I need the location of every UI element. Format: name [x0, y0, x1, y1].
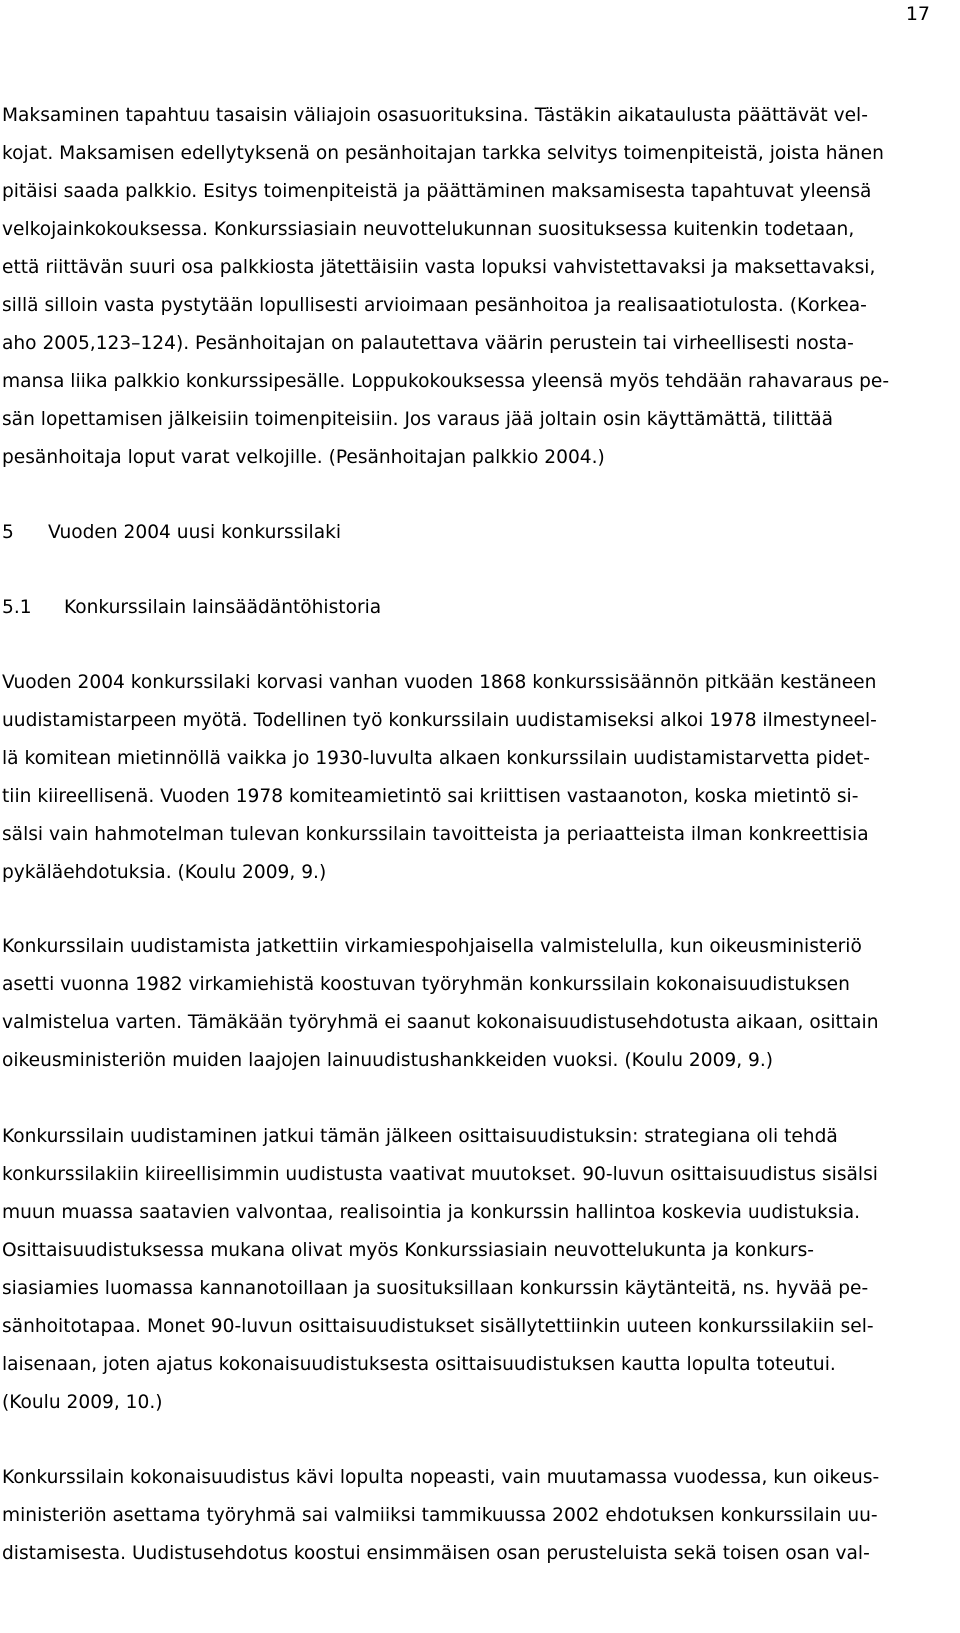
text-line: sälsi vain hahmotelman tulevan konkurssilain tavoitteista ja periaatteista ilman konkreettisia — [2, 824, 869, 845]
text-line: laisenaan, joten ajatus kokonaisuudistuksesta osittaisuudistuksen kautta lopulta toteutui. — [2, 1354, 836, 1375]
text-line: siasiamies luomassa kannanotoillaan ja suosituksillaan konkurssin käytänteitä, ns. hyvää pe- — [2, 1278, 869, 1299]
text-line: pesänhoitaja loput varat velkojille. (Pesänhoitajan palkkio 2004.) — [2, 447, 605, 468]
text-line: Konkurssilain kokonaisuudistus kävi lopulta nopeasti, vain muutamassa vuodessa, kun oikeus- — [2, 1467, 880, 1488]
text-line: uudistamistarpeen myötä. Todellinen työ konkurssilain uudistamiseksi alkoi 1978 ilmestyneel- — [2, 710, 877, 731]
text-line: sän lopettamisen jälkeisiin toimenpiteisiin. Jos varaus jää joltain osin käyttämättä, tilittää — [2, 409, 834, 430]
text-line: Maksaminen tapahtuu tasaisin väliajoin osasuorituksina. Tästäkin aikataulusta päättävät vel- — [2, 105, 868, 126]
text-line: aho 2005,123–124). Pesänhoitajan on palautettava väärin perustein tai virheellisesti nosta- — [2, 333, 854, 354]
section-heading — [2, 520, 341, 546]
text-line: asetti vuonna 1982 virkamiehistä koostuvan työryhmän konkurssilain kokonaisuudistuksen — [2, 974, 850, 995]
text-line: Konkurssilain uudistamista jatkettiin virkamiespohjaisella valmistelulla, kun oikeusministeriö — [2, 936, 862, 957]
section-title: Vuoden 2004 uusi konkurssilaki — [48, 522, 342, 543]
text-line: valmistelua varten. Tämäkään työryhmä ei saanut kokonaisuudistusehdotusta aikaan, osittain — [2, 1012, 879, 1033]
subsection-heading — [2, 595, 381, 621]
text-line: pykäläehdotuksia. (Koulu 2009, 9.) — [2, 862, 327, 883]
text-line: sillä silloin vasta pystytään lopullisesti arvioimaan pesänhoitoa ja realisaatiotulosta. (Korkea- — [2, 295, 867, 316]
text-line: ministeriön asettama työryhmä sai valmiiksi tammikuussa 2002 ehdotuksen konkurssilain uu- — [2, 1505, 878, 1526]
text-line: konkurssilakiin kiireellisimmin uudistusta vaativat muutokset. 90-luvun osittaisuudistus sisälsi — [2, 1164, 878, 1185]
text-line: tiin kiireellisenä. Vuoden 1978 komiteamietintö sai kriittisen vastaanoton, koska mietintö si- — [2, 786, 859, 807]
text-line: Osittaisuudistuksessa mukana olivat myös Konkurssiasiain neuvottelukunta ja konkurs- — [2, 1240, 814, 1261]
subsection-number: 5.1 — [2, 597, 32, 618]
subsection-title: Konkurssilain lainsäädäntöhistoria — [64, 597, 382, 618]
text-line: kojat. Maksamisen edellytyksenä on pesänhoitajan tarkka selvitys toimenpiteistä, joista hänen — [2, 143, 884, 164]
text-line: distamisesta. Uudistusehdotus koostui ensimmäisen osan perusteluista sekä toisen osan val- — [2, 1543, 870, 1564]
text-line: (Koulu 2009, 10.) — [2, 1392, 163, 1413]
text-line: pitäisi saada palkkio. Esitys toimenpiteistä ja päättäminen maksamisesta tapahtuvat yleensä — [2, 181, 872, 202]
text-line: mansa liika palkkio konkurssipesälle. Loppukokouksessa yleensä myös tehdään rahavaraus pe- — [2, 371, 890, 392]
page-number: 17 — [905, 3, 930, 25]
text-line: lä komitean mietinnöllä vaikka jo 1930-luvulta alkaen konkurssilain uudistamistarvetta pidet- — [2, 748, 870, 769]
text-line: muun muassa saatavien valvontaa, realisointia ja konkurssin hallintoa koskevia uudistuksia. — [2, 1202, 861, 1223]
text-line: sänhoitotapaa. Monet 90-luvun osittaisuudistukset sisällytettiinkin uuteen konkurssilakiin sel- — [2, 1316, 874, 1337]
text-line: velkojainkokouksessa. Konkurssiasiain neuvottelukunnan suosituksessa kuitenkin todetaan, — [2, 219, 855, 240]
text-line: Konkurssilain uudistaminen jatkui tämän jälkeen osittaisuudistuksin: strategiana oli tehdä — [2, 1126, 838, 1147]
section-number: 5 — [2, 522, 14, 543]
text-line: Vuoden 2004 konkurssilaki korvasi vanhan vuoden 1868 konkurssisäännön pitkään kestäneen — [2, 672, 877, 693]
text-line: oikeusministeriön muiden laajojen lainuudistushankkeiden vuoksi. (Koulu 2009, 9.) — [2, 1050, 774, 1071]
text-line: että riittävän suuri osa palkkiosta jätettäisiin vasta lopuksi vahvistettavaksi ja maksettavaksi, — [2, 257, 876, 278]
